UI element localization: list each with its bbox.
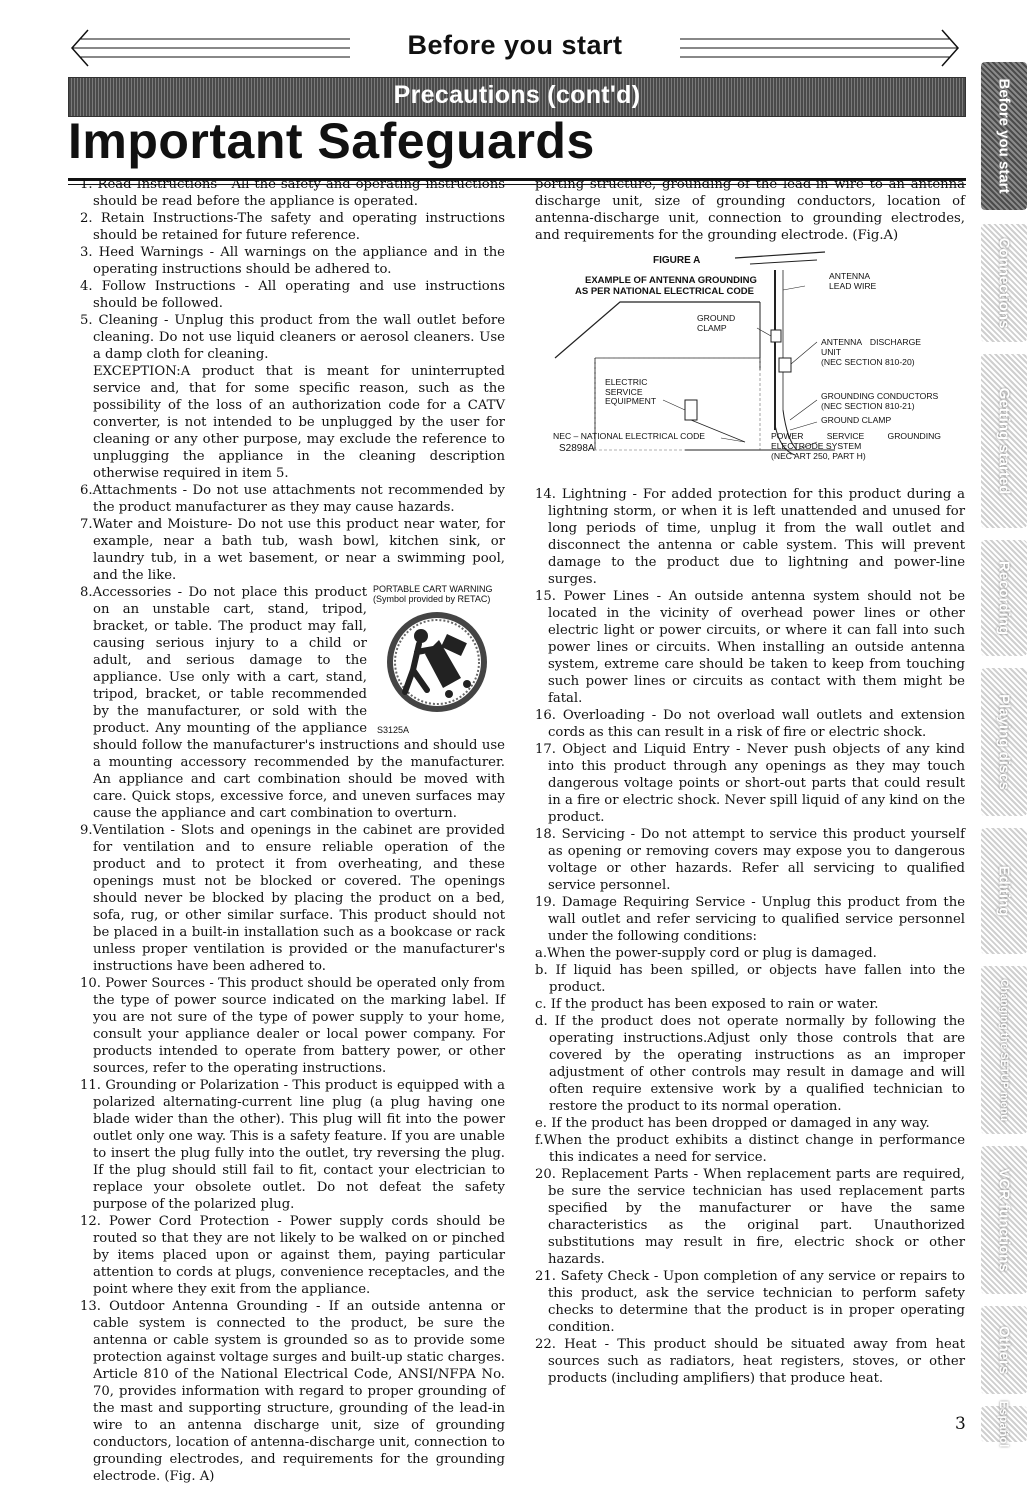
exception-note: EXCEPTION:A product that is meant for uninterrupted service and, that for some specific reason, such as the possibility of the loss of an authorization code for a CATV converter, is not intended to be unplugged by the user for cleaning or any other purpose, may exclude the reference to unplugging the appliance in the cleaning description otherwise required in item 5. (93, 364, 505, 481)
cart-warning-label: PORTABLE CART WARNING (373, 584, 493, 594)
tab-getting-started[interactable] (981, 354, 1027, 528)
safeguard-item: 17. Object and Liquid Entry - Never push objects of any kind into this product through any openings as they may touch dangerous voltage points or short-out parts that could result in a fire or electric shock. Never spill liquid of any kind on the product. (535, 742, 965, 825)
tab-label: Others (995, 1325, 1013, 1375)
label-electric-service: ELECTRIC SERVICE EQUIPMENT (605, 377, 657, 406)
tab-playing-discs[interactable] (981, 668, 1027, 816)
label-nec: NEC – NATIONAL ELECTRICAL CODE (553, 431, 706, 441)
section-title: Before you start (407, 30, 623, 60)
tab-editing[interactable] (981, 828, 1027, 954)
safeguard-item: 1. Read Instructions - All the safety and operating instructions should be read before the appliance is operated. (80, 177, 505, 209)
label-antenna-lead: ANTENNA LEAD WIRE (829, 271, 877, 291)
condition-item: b. If liquid has been spilled, or objects have fallen into the product. (535, 963, 965, 995)
page-title: Important Safeguards (68, 113, 595, 169)
tab-label: Editing (995, 865, 1013, 917)
figure-title: FIGURE A (653, 255, 701, 266)
label-discharge-section: (NEC SECTION 810-20) (821, 357, 915, 367)
safeguard-item: 16. Overloading - Do not overload wall outlets and extension cords as this can result in a risk of fire or electric shock. (535, 708, 965, 740)
label-discharge-unit: ANTENNA DISCHARGE UNIT (821, 337, 921, 357)
condition-item: c. If the product has been exposed to rain or water. (535, 997, 879, 1012)
safeguard-item: 19. Damage Requiring Service - Unplug this product from the wall outlet and refer servicing to qualified service personnel under the following conditions: (535, 895, 965, 944)
safeguard-item: 4. Follow Instructions - All operating and use instructions should be followed. (80, 279, 505, 311)
chapter-tabs (981, 62, 1027, 1448)
tab-label: Español (997, 1400, 1011, 1448)
antenna-grounding-figure (535, 250, 965, 482)
tab-setup-menu[interactable] (981, 966, 1027, 1134)
accessories-text: 8.Accessories - Do not place this product on an unstable cart, stand, tripod, bracket, or table. The product may fall, causing serious injury to a child or adult, and serious damage to the appliance. Use only with a cart, stand, tripod, bracket, or table recommended by the manufacturer, or sold with the product. Any mounting of the appliance should follow the manufacturer's instructions and should use a mounting accessory recommended by the manufacturer. An appliance and cart combination should be moved with care. Quick stops, excessive force, and uneven surfaces may cause the appliance and cart combination to overturn. (80, 585, 505, 821)
label-power-service: POWER SERVICE GROUNDING ELECTRODE SYSTEM (771, 431, 941, 451)
right-column (535, 176, 965, 1387)
tab-label: Getting started (995, 387, 1013, 495)
safeguard-item: 7.Water and Moisture- Do not use this product near water, for example, near a bath tub, wash bowl, kitchen sink, or laundry tub, in a wet basement, or near a swimming pool, and the like. (80, 517, 505, 583)
safeguard-item: 2. Retain Instructions-The safety and operating instructions should be retained for future reference. (80, 211, 505, 243)
label-power-section: (NEC ART 250, PART H) (771, 451, 866, 461)
figure-subtitle: EXAMPLE OF ANTENNA GROUNDING (585, 275, 757, 286)
condition-item: a.When the power-supply cord or plug is damaged. (535, 946, 877, 961)
tab-label: Playing discs (995, 694, 1013, 790)
banner-title: Precautions (cont'd) (393, 81, 641, 109)
tab-label: Before you start (995, 78, 1013, 194)
tab-label: Recording (995, 560, 1013, 636)
condition-item: d. If the product does not operate normally by following the operating instructions.Adjust only those controls that are covered by the operating instructions as an improper adjustment of other controls may result in damage and will often require extensive work by a qualified technician to restore the product to its normal operation. (535, 1014, 965, 1114)
safeguard-item: 20. Replacement Parts - When replacement parts are required, be sure the service technician has used replacement parts specified by the manufacturer or have the same characteristics as the original part. Unauthorized substitutions may result in fire, electric shock or other hazards. (535, 1167, 965, 1267)
safeguard-item: 21. Safety Check - Upon completion of any service or repairs to this product, ask the service technician to perform safety checks to determine that the product is in proper operating condition. (535, 1269, 965, 1335)
safeguard-item: 6.Attachments - Do not use attachments not recommended by the product manufacturer as they may cause hazards. (80, 483, 505, 515)
cart-warning-source: (Symbol provided by RETAC) (373, 594, 491, 604)
cart-tipover-icon (383, 608, 491, 716)
tab-label: VCR functions (995, 1168, 1013, 1272)
item13-continued: porting structure, grounding of the lead-in wire to an antenna discharge unit, size of grounding conductors, location of antenna-discharge unit, connection to grounding electrodes, and requirements for the grounding electrode. (Fig.A) (535, 177, 965, 243)
safeguard-item: 22. Heat - This product should be situated away from heat sources such as radiators, heat registers, stoves, or other products (including amplifiers) that produce heat. (535, 1337, 965, 1386)
safeguard-item: 5. Cleaning - Unplug this product from the wall outlet before cleaning. Do not use liquid cleaners or aerosol cleaners. Use a damp cloth for cleaning. (80, 313, 505, 362)
figure-code: S2898A (559, 443, 595, 454)
safeguard-item-accessories (80, 584, 505, 822)
safeguard-item: 13. Outdoor Antenna Grounding - If an outside antenna or cable system is connected to the product, be sure the antenna or cable system is grounded so as to provide some protection against voltage surges and built-up static charges. Article 810 of the National Electrical Code, ANSI/NFPA No. 70, provides information with regard to proper grounding of the mast and supporting structure, grounding of the lead-in wire to an antenna discharge unit, size of grounding conductors, location of antenna-discharge unit, connection to grounding electrodes, and requirements for the grounding electrode. (Fig. A) (80, 1299, 505, 1484)
tab-connections[interactable] (981, 224, 1027, 342)
safeguard-item: 12. Power Cord Protection - Power supply cords should be routed so that they are not likely to be walked on or pinched by items placed upon or against them, paying particular attention to cords at plugs, convenience receptacles, and the point where they exit from the appliance. (80, 1214, 505, 1297)
tab-espanol[interactable] (981, 1400, 1027, 1448)
section-header (70, 28, 960, 68)
label-grounding-conductors: GROUNDING CONDUCTORS (821, 391, 939, 401)
safeguard-item: 18. Servicing - Do not attempt to service this product yourself as opening or removing covers may expose you to dangerous voltage or other hazards. Refer all servicing to qualified service personnel. (535, 827, 965, 893)
safeguard-item: 14. Lightning - For added protection for this product during a lightning storm, or when it is left unattended and unused for long periods of time, unplug it from the wall outlet and disconnect the antenna or cable system. This will prevent damage to the product due to lightning and power-line surges. (535, 487, 965, 587)
safeguard-item: 10. Power Sources - This product should be operated only from the type of power source indicated on the marking label. If you are not sure of the type of power supply to your home, consult your appliance dealer or local power company. For products intended to operate from battery power, or other sources, refer to the operating instructions. (80, 976, 505, 1076)
safeguard-item: 3. Heed Warnings - All warnings on the appliance and in the operating instructions should be adhered to. (80, 245, 505, 277)
tab-recording[interactable] (981, 540, 1027, 656)
safeguard-item: 15. Power Lines - An outside antenna system should not be located in the vicinity of overhead power lines or other electric light or power circuits, or where it can fall into such power lines or circuits. When installing an outside antenna system, extreme care should be taken to keep from touching such power lines or circuits as contact with them might be fatal. (535, 589, 965, 706)
label-grounding-section: (NEC SECTION 810-21) (821, 401, 915, 411)
tab-label: Connections (995, 237, 1013, 329)
condition-item: f.When the product exhibits a distinct change in performance this indicates a need for service. (535, 1133, 965, 1165)
label-ground-clamp: GROUND CLAMP (697, 313, 736, 333)
tab-vcr-functions[interactable] (981, 1146, 1027, 1294)
tab-others[interactable] (981, 1306, 1027, 1394)
figure-subtitle: AS PER NATIONAL ELECTRICAL CODE (575, 286, 754, 297)
subsection-banner (68, 77, 966, 117)
cart-warning-symbol (373, 584, 505, 734)
condition-item: e. If the product has been dropped or damaged in any way. (535, 1116, 930, 1131)
page-number: 3 (955, 1414, 966, 1434)
safeguard-item: 9.Ventilation - Slots and openings in the cabinet are provided for ventilation and to ensure reliable operation of the product and to protect it from overheating, and these openings must not be blocked or covered. The openings should never be blocked by placing the product on a bed, sofa, rug, or other similar surface. This product should not be placed in a built-in installation such as a bookcase or rack unless proper ventilation is provided or the manufacturer's instructions have been adhered to. (80, 823, 505, 974)
safeguard-item: 11. Grounding or Polarization - This product is equipped with a polarized alternating-current line plug (a plug having one blade wider than the other). This plug will fit into the power outlet only one way. This is a safety feature. If you are unable to insert the plug fully into the outlet, try reversing the plug. If the plug should still fail to fit, contact your electrician to replace your obsolete outlet. Do not defeat the safety purpose of the polarized plug. (80, 1078, 505, 1212)
tab-label: Changing the SETUP menu (998, 978, 1010, 1122)
tab-before-you-start[interactable] (981, 62, 1027, 210)
label-ground-clamp-2: GROUND CLAMP (821, 415, 892, 425)
left-column (80, 176, 505, 1484)
cart-warning-code: S3125A (377, 725, 410, 735)
